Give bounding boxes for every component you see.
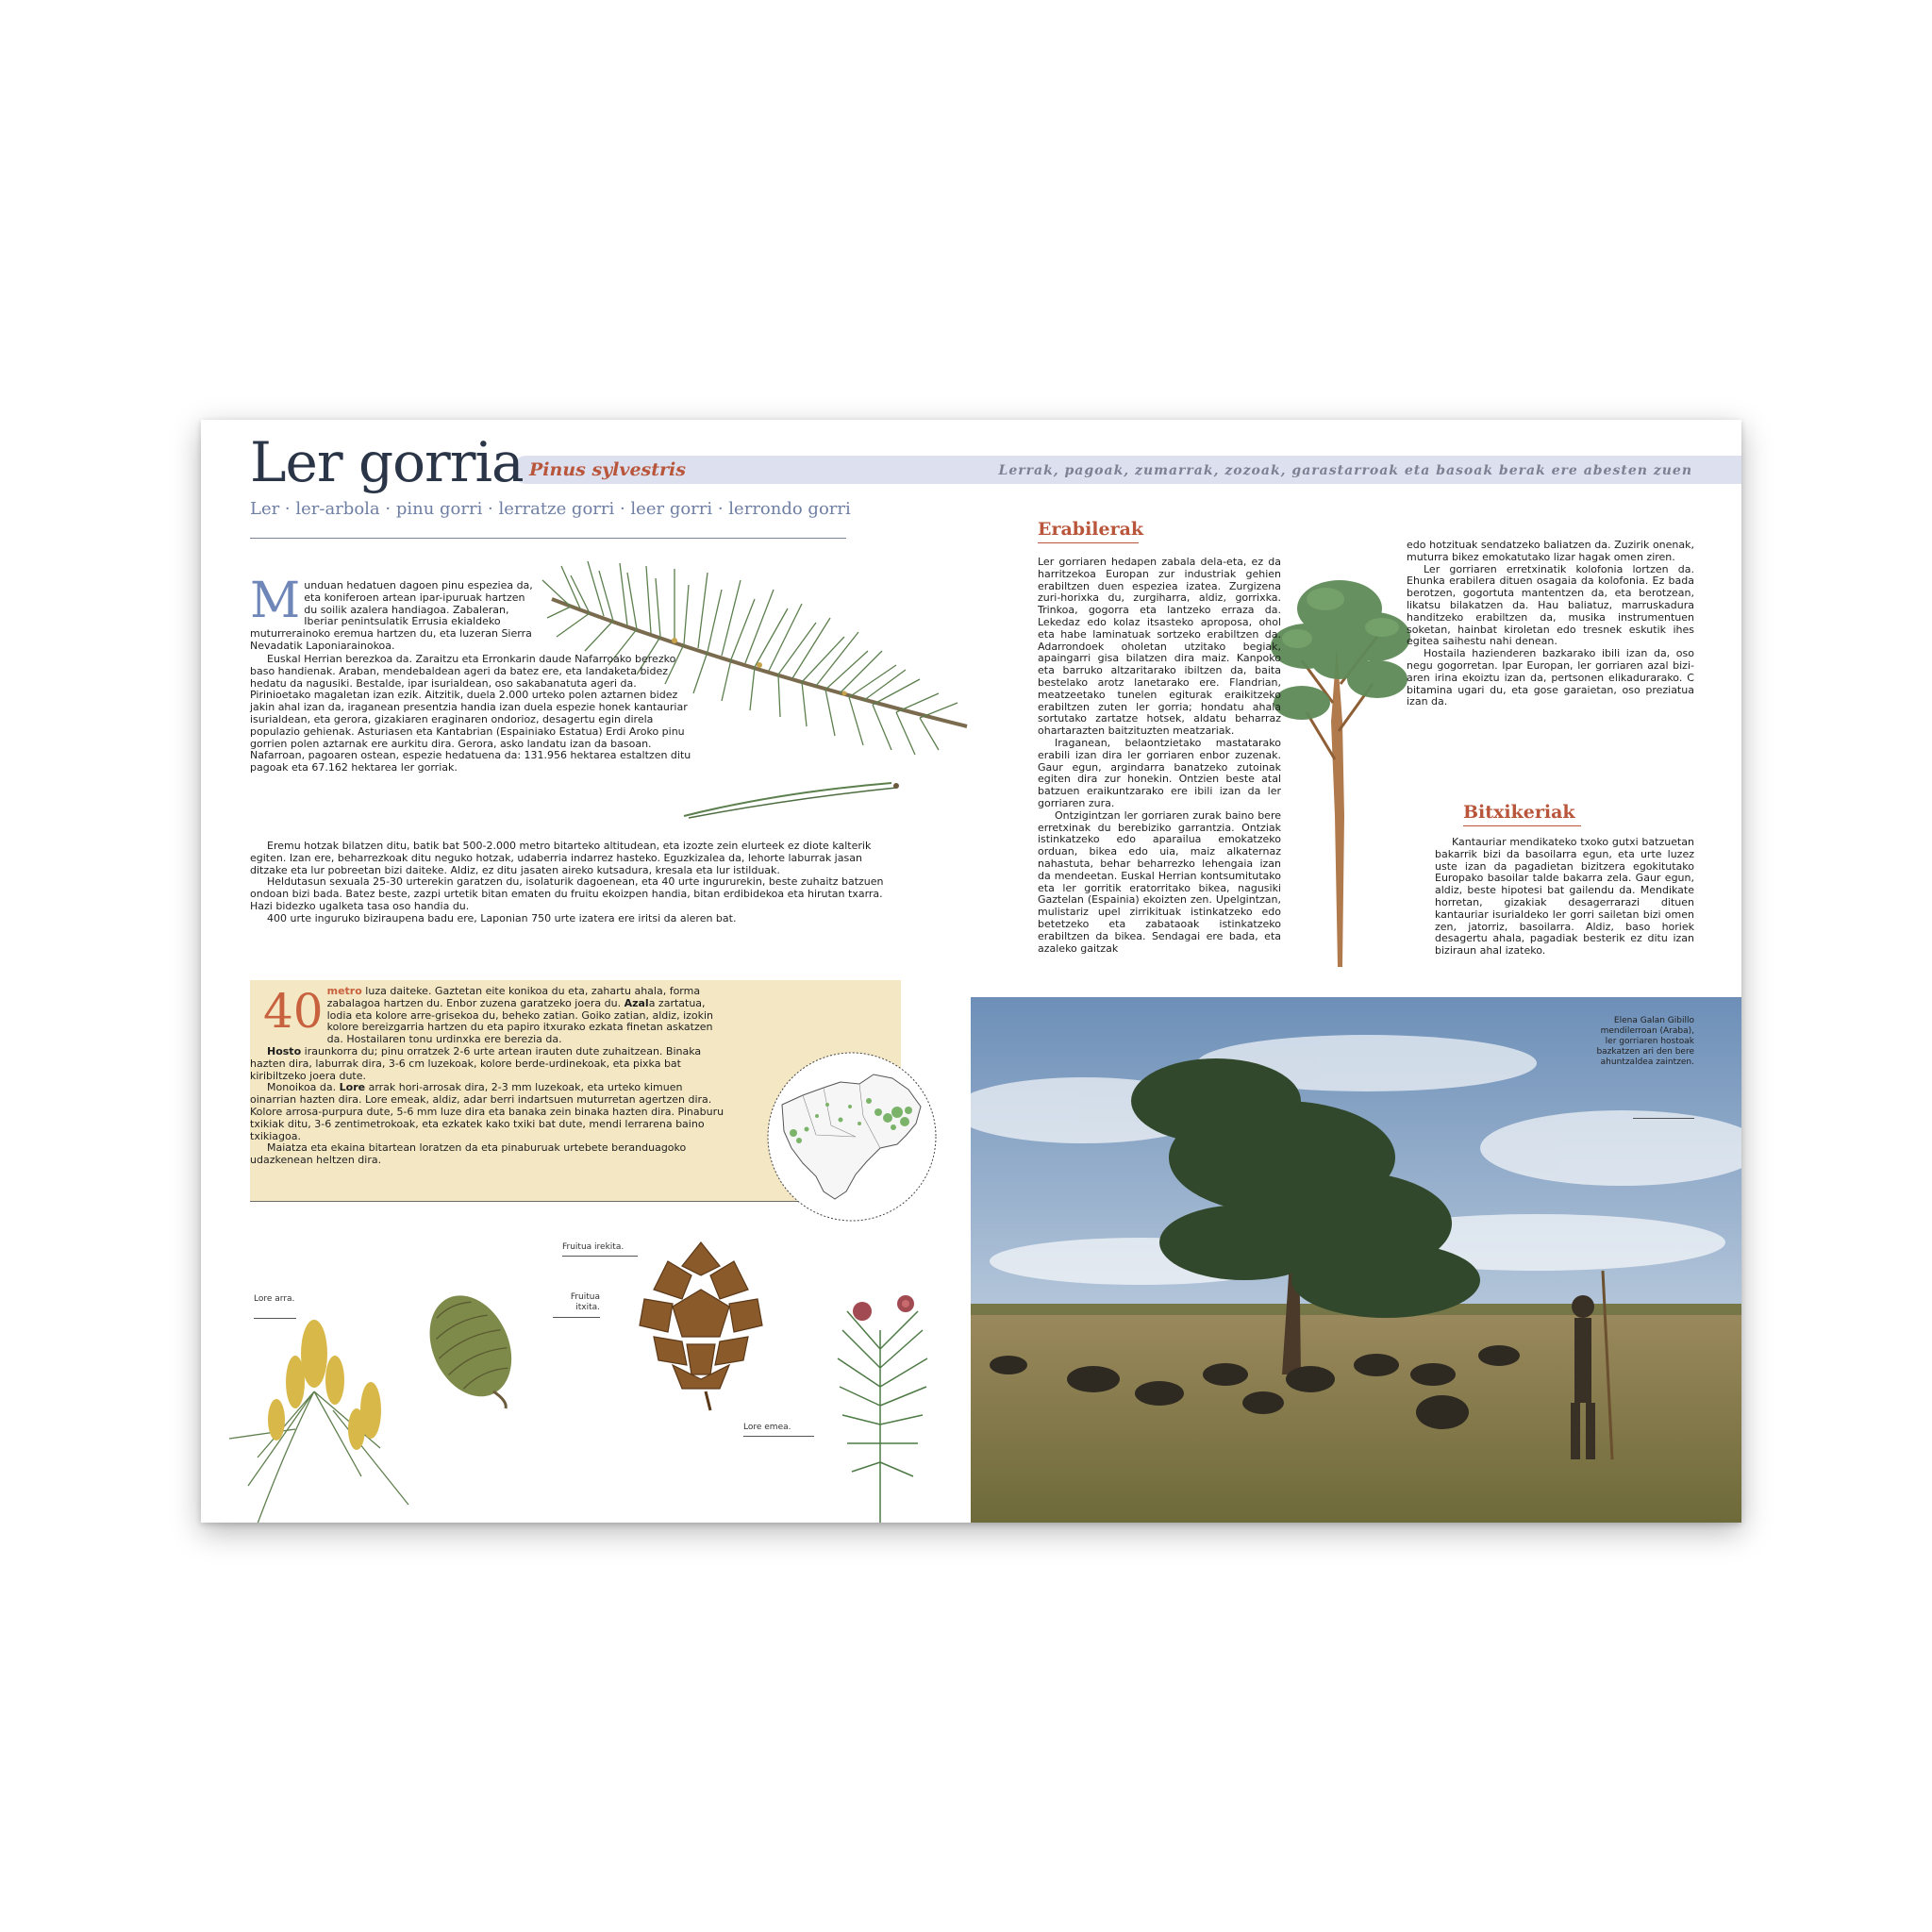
heading-bitxikeriak: Bitxikeriak bbox=[1463, 802, 1575, 823]
latin-name: Pinus sylvestris bbox=[529, 459, 686, 480]
male-flower-image bbox=[220, 1297, 418, 1523]
lore-label: Lore bbox=[339, 1081, 366, 1094]
factbox-lore-pre: Monoikoa da. bbox=[267, 1081, 340, 1094]
caption-lore-arra: Lore arra. bbox=[254, 1294, 295, 1304]
hosto-label: Hosto bbox=[267, 1044, 302, 1058]
erabilerak-paragraph: Ler gorriaren hedapen zabala dela-eta, ez da harritzekoa Europan zur industriak gehien erabiltzen duen espeziea izatea. Zurgizena zuri-horixka du, zurgiharra, aldiz, gorrixka. Trinkoa, gogorra eta lantzeko erraza da. Lekedaz edo kolaz itsasteko aproposa, ohol eta habe laminatuak sortzeko erabiltzen da. Adarrondoek oholetan utzitako begiak, apaingarri gisa bilatzen dira maiz. Kanpoko eta barruko altzaritarako ibiltzen da, baita bestelako arotz lanetarako ere. Flandrian, meatzeetako tunelen egiturak eraikitzeko erabiltzen zuten ler gorria; hondatu ahala sortutako zartatze hotsek, aldatu beharraz ohartarazten baitzituzten meatzariak. bbox=[1038, 556, 1281, 738]
page-title: Ler gorria bbox=[250, 430, 524, 494]
caption-lore-emea: Lore emea. bbox=[743, 1423, 791, 1432]
caption-line bbox=[254, 1318, 296, 1319]
header-tagline: Lerrak, pagoak, zumarrak, zozoak, garastarroak eta basoak berak ere abesten zuen bbox=[998, 463, 1692, 478]
bitxikeriak-paragraph: Kantauriar mendikateko txoko gutxi batzuetan bakarrik bizi da basoilarra egun, eta urte luzez uste izan da pagadietan bizitzera egokitutako Europako basoilar talde bakarra zela. Gaur egun, aldiz, beste hipotesi bat gailendu da. Mendikate horretan, gizakiak desagerrarazi dituen kantauriar isurialdeko ler gorri sailetan bizi omen zen, jatorriz, basoilarra. Aldiz, baso horiek desagertu ahala, pagadiak besterik ez ditu izan biziraun ahal izateko. bbox=[1435, 836, 1694, 958]
intro-text-bottom bbox=[250, 841, 901, 925]
factbox-lead: luza daiteke. Gaztetan eite konikoa du eta, zahartu ahala, forma zabalagoa hartzen du. Enbor zuzena garatzeko joera du. bbox=[326, 985, 701, 1009]
heading-erabilerak: Erabilerak bbox=[1038, 519, 1144, 540]
heading-underline bbox=[1463, 825, 1581, 826]
factbox-hosto: iraunkorra du; pinu orratzek 2-6 urte artean irauten dute zuhaitzean. Binaka hazten dira, laburrak dira, 3-6 cm luzekoak, kolore berde-urdinekoak, eta pixka bat kiribiltzeko joera dute. bbox=[250, 1044, 702, 1082]
distribution-map bbox=[765, 1050, 939, 1224]
caption-line bbox=[562, 1256, 638, 1257]
intro-paragraph: Heldutasun sexuala 25-30 urterekin garatzen du, isolaturik dagoenean, eta 40 urte ingururekin, beste zuhaitz batzuen ondoan bizi bada. Batez beste, zazpi urtetik bitan ematen du fruitu ekoizpen handia, bitan erdibidekoa eta hirutan txarra. Hazi bidezko ugalketa tasa oso handia du. bbox=[250, 875, 884, 912]
height-number: 40 bbox=[263, 984, 324, 1039]
intro-paragraph: Eremu hotzak bilatzen ditu, batik bat 500-2.000 metro bitarteko altitudean, eta izozte zein elurteek ez diote kalterik egiten. Izan ere, beharrezkoak ditu neguko hotzak, udaberria indarrez hasteko. Eguzkizalea da, lehorte laburrak jasan ditzake eta lur pobreetan bizi daiteke. Aldiz, ez ditu jasaten aireko kutsadura, kresala eta lur istilduak. bbox=[250, 840, 872, 876]
female-flower-image bbox=[828, 1292, 941, 1523]
caption-fruitua-itxita: Fruitua itxita. bbox=[570, 1292, 600, 1312]
tree-illustration bbox=[1269, 571, 1410, 967]
factbox-lore: arrak hori-arrosak dira, 2-3 mm luzekoak, eta urteko kimuen oinarrian hazten dira. Lore emeak, aldiz, adar berri indartsuen muturretan agertzen dira. Kolore arrosa-purpura dute, 5-6 mm luze dira eta banaka zein binaka hazten dira. Pinaburu txikiak ditu, 3-6 zentimetrokoak, eta ezkatek kako txiki bat dute, mendi lerrarena baino txikiagoa. bbox=[250, 1081, 724, 1142]
closed-cone-image bbox=[404, 1278, 536, 1410]
intro-text-middle bbox=[250, 654, 693, 774]
caption-line bbox=[743, 1436, 814, 1437]
common-names: Ler · ler-arbola · pinu gorri · lerratze gorri · leer gorri · lerrondo gorri bbox=[250, 499, 851, 519]
erabilerak-paragraph: Hostaila hazienderen bazkarako ibili izan da, oso negu gogorretan. Ipar Europan, ler gorriaren azal biziaren irina ekoiztu izan da, pertsonen elikadurarako. C bitamina ugari du, eta gose garaietan, oso preziatua izan da. bbox=[1407, 647, 1694, 708]
erabilerak-paragraph: edo hotzituak sendatzeko baliatzen da. Zuzirik onenak, muturra bikez emokatutako lizar hagak omen ziren. bbox=[1407, 539, 1694, 563]
caption-line bbox=[553, 1317, 600, 1318]
intro-paragraph: Euskal Herrian berezkoa da. Zaraitzu eta Erronkarin daude Nafarroako berezko baso handienak. Araban, mendebaldean ageri da batez ere, eta landaketa bidez hedatu da nagusiki. Bestalde, ipar isurialdean, oso sakabanatuta ageri da. Pirinioetako magaletan izan ezik. Aitzitik, duela 2.000 urteko polen aztarnen bidez jakin ahal izan da, iraganean presentzia handia izan duela espezie honek kantauriar isurialdean, eta gerora, gizakiaren eraginaren ondorioz, desagertu egin direla populazio gehienak. Asturiasen eta Kantabrian (Espainiako Estatua) Erdi Aroko pinu gorrien polen aztarnak ere aurkitu dira. Gerora, asko landatu izan da basoan. Nafarroan, pagoaren ostean, espezie hedatuena da: 131.956 hektarea estaltzen ditu pagoak eta 67.162 hektarea ler gorriak. bbox=[250, 653, 691, 774]
drop-cap: M bbox=[250, 573, 301, 629]
intro-paragraph: 400 urte inguruko biziraupena badu ere, Laponian 750 urte izatera ere iritsi da aleren bat. bbox=[267, 911, 737, 924]
intro-first-paragraph: unduan hedatuen dagoen pinu espeziea da, eta koniferoen artean ipar-ipuruak hartzen du soilik azalera handiagoa. Zabaleran, Iberiar penintsulatik Errusia ekialdeko muturrerainoko eremua hartzen du, eta luzeran Sierra Nevadatik Laponiarainokoa. bbox=[250, 579, 533, 652]
intro-text-top bbox=[250, 573, 533, 653]
erabilerak-column-1 bbox=[1038, 557, 1281, 955]
factbox-last: Maiatza eta ekaina bitartean loratzen da eta pinaburuak urtebete beranduagoko udazkenean heltzen dira. bbox=[250, 1141, 687, 1167]
erabilerak-paragraph: Ontzigintzan ler gorriaren zurak baino bere erretxinak du berebiziko garrantzia. Ontziak istinkatzeko edo aparailua emokatzeko orduan, bikea edo uia, maiz alkaternaz nahastuta, behar beharrezko lehengaia izan da mendeetan. Euskal Herrian kontsumitutako eta ler gorritik eratorritako bikea, nagusiki Gaztelan (Espainia) ekoizten zen. Upelgintzan, mulistariz upel zirrikituak istinkatzeko edo betetzeko eta zabataoak istinkatzeko erabiltzen da bikea. Sendagai ere bada, eta azaleko gaitzak bbox=[1038, 808, 1281, 955]
erabilerak-paragraph: Ler gorriaren erretxinatik kolofonia lortzen da. Ehunka erabilera dituen osagaia da kolofonia. Ez bada berotzen, gogortuta mantentzen da, eta berotzean, likatsu bilakatzen da. Hau baliatuz, marruskadura handitzeko erabiltzen da, musika instrumentuen soketan, hainbat kiroletan edo tresnek eskutik ihes egitea saihestu nahi denean. bbox=[1407, 562, 1694, 648]
photo-caption: Elena Galan Gibillo mendilerroan (Araba), ler gorriaren hostoak bazkatzen ari den bere ahuntzaldea zaintzen. bbox=[1596, 1016, 1694, 1067]
factbox-azala: a zartatua, lodia eta kolore arre-grisekoa du, beheko zatian. Goiko zatian, aldiz, izokin kolore bereizgarria hartzen du eta papiro itxurako ezkata finetan askatzen da. Hostailaren tonu urdinxka ere berezia da. bbox=[326, 996, 714, 1046]
caption-fruitua-irekita: Fruitua irekita. bbox=[562, 1242, 625, 1252]
caption-line bbox=[1633, 1118, 1694, 1119]
goats-landscape-photo bbox=[971, 997, 1741, 1523]
bitxikeriak-text bbox=[1435, 837, 1694, 958]
magazine-spread bbox=[201, 420, 1741, 1523]
height-unit: metro bbox=[326, 985, 362, 997]
heading-underline bbox=[1038, 542, 1139, 543]
erabilerak-paragraph: Iraganean, belaontzietako mastatarako erabili izan dira ler gorriaren enbor zuzenak. Gaur egun, argindarra banatzeko zutoinak egiten dira zur honekin. Ontzien beste atal batzuen eraikuntzarako ere ibili izan da ler gorriaren zura. bbox=[1038, 736, 1281, 809]
azala-label: Azal bbox=[624, 996, 649, 1009]
title-rule bbox=[250, 538, 846, 539]
erabilerak-column-2 bbox=[1407, 540, 1694, 708]
